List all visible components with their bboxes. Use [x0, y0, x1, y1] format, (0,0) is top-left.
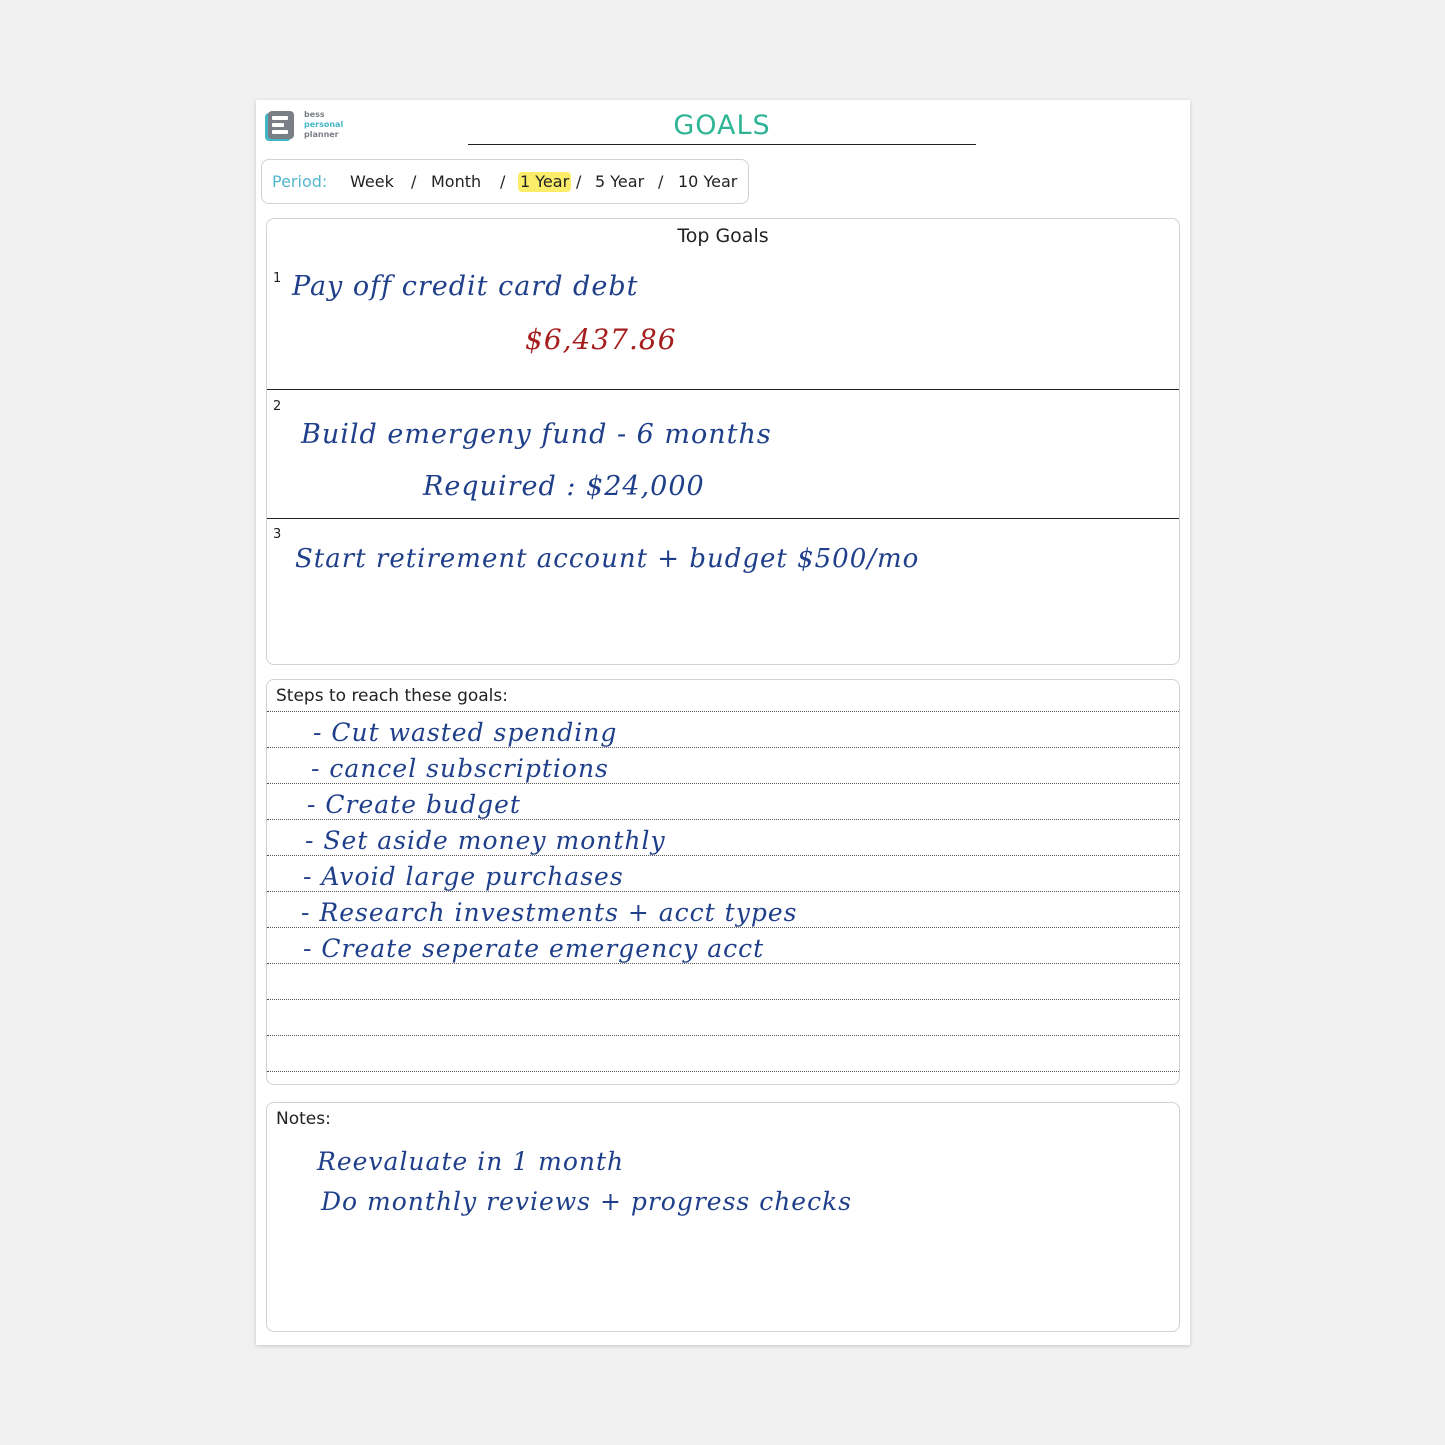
- note-item[interactable]: Do monthly reviews + progress checks: [321, 1187, 853, 1216]
- step-item[interactable]: - Create budget: [307, 790, 521, 819]
- period-selector: [261, 159, 749, 204]
- goal-divider: [267, 518, 1179, 519]
- ruled-line: [267, 963, 1179, 964]
- ruled-line: [267, 927, 1179, 928]
- step-item[interactable]: - Set aside money monthly: [305, 826, 666, 855]
- period-option-week[interactable]: Week: [350, 172, 394, 191]
- period-separator: /: [658, 172, 664, 191]
- ruled-line: [267, 783, 1179, 784]
- goal-divider: [267, 389, 1179, 390]
- top-goals-title: Top Goals: [677, 225, 769, 247]
- ruled-line: [267, 855, 1179, 856]
- note-item[interactable]: Reevaluate in 1 month: [317, 1147, 625, 1176]
- brand-line-3: planner: [304, 130, 339, 139]
- period-label: Period:: [272, 172, 328, 191]
- top-goals-section: [266, 218, 1180, 665]
- steps-section: [266, 679, 1180, 1085]
- step-item[interactable]: - Research investments + acct types: [301, 898, 798, 927]
- ruled-line: [267, 1071, 1179, 1072]
- goal-number: 1: [273, 271, 282, 286]
- ruled-line: [267, 819, 1179, 820]
- goal-text[interactable]: Pay off credit card debt: [292, 271, 639, 302]
- page-title: GOALS: [468, 108, 976, 145]
- brand-line-1: bess: [304, 110, 325, 119]
- goal-number: 2: [273, 399, 282, 414]
- goal-text[interactable]: Build emergeny fund - 6 months: [301, 419, 772, 450]
- planner-page: [256, 100, 1190, 1345]
- ruled-line: [267, 891, 1179, 892]
- ruled-line: [267, 1035, 1179, 1036]
- period-separator: /: [411, 172, 417, 191]
- step-item[interactable]: - Create seperate emergency acct: [303, 934, 765, 963]
- notes-section: [266, 1102, 1180, 1332]
- step-item[interactable]: - Avoid large purchases: [303, 862, 624, 891]
- period-separator: /: [500, 172, 506, 191]
- goal-note[interactable]: Required : $24,000: [423, 471, 705, 502]
- ruled-line: [267, 711, 1179, 712]
- brand-line-2: personal: [304, 120, 344, 129]
- goal-text[interactable]: Start retirement account + budget $500/mo: [295, 544, 920, 574]
- period-option-10-year[interactable]: 10 Year: [678, 172, 738, 191]
- planner-logo-icon: [264, 110, 296, 142]
- steps-title: Steps to reach these goals:: [276, 686, 508, 706]
- step-item[interactable]: - cancel subscriptions: [311, 754, 609, 783]
- ruled-line: [267, 747, 1179, 748]
- notes-title: Notes:: [276, 1109, 331, 1129]
- brand-logo: [264, 108, 354, 146]
- period-separator: /: [576, 172, 582, 191]
- period-option-5-year[interactable]: 5 Year: [595, 172, 645, 191]
- period-option-month[interactable]: Month: [431, 172, 482, 191]
- goal-amount[interactable]: $6,437.86: [525, 323, 677, 356]
- step-item[interactable]: - Cut wasted spending: [313, 718, 618, 747]
- ruled-line: [267, 999, 1179, 1000]
- goal-number: 3: [273, 527, 282, 542]
- brand-name: [304, 110, 343, 140]
- period-option-1-year-selected[interactable]: 1 Year: [520, 172, 570, 191]
